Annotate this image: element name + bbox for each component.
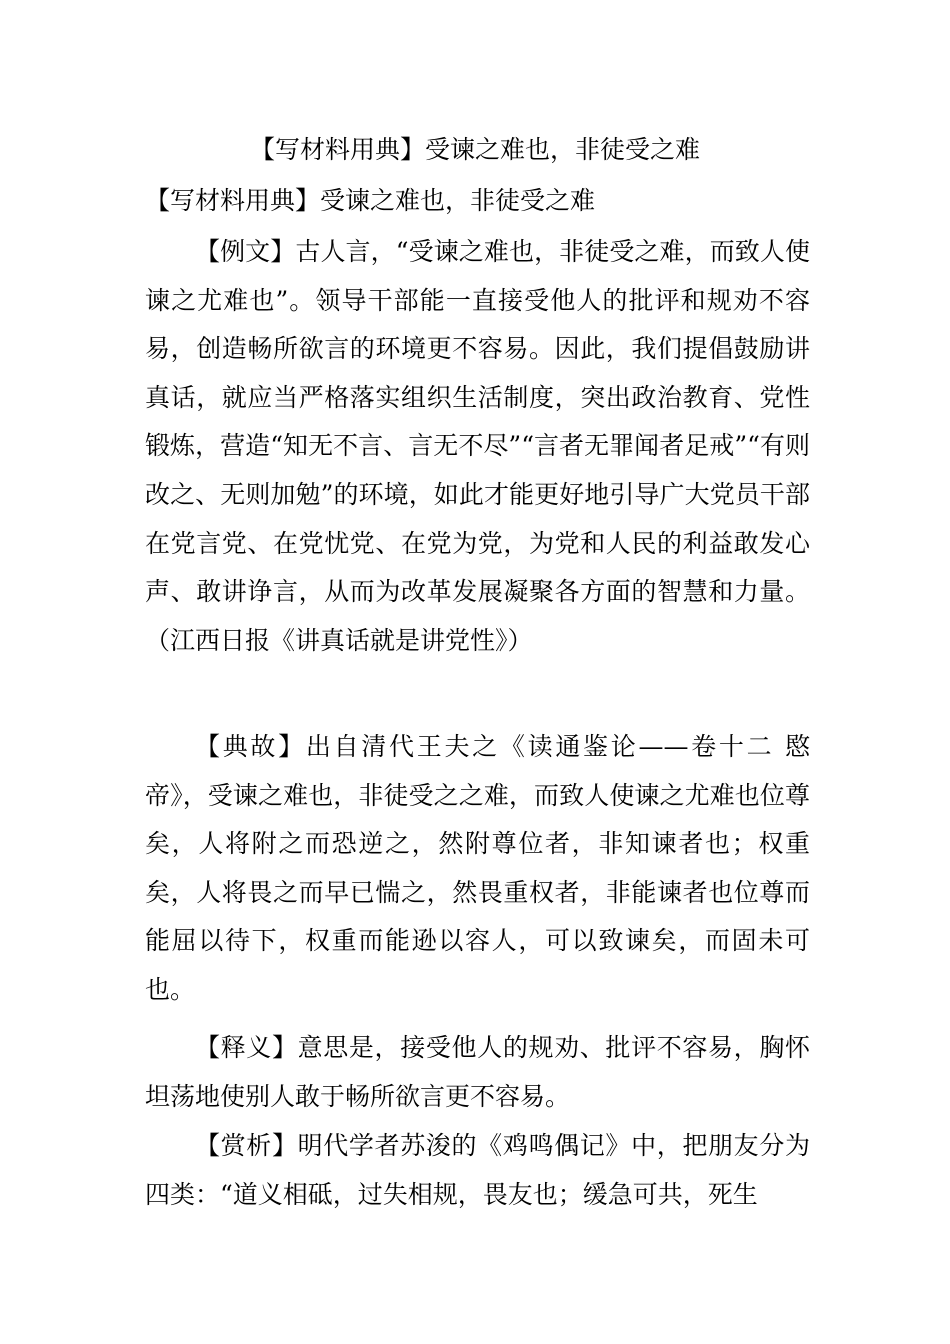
- paragraph-example: 【例文】古人言，“受谏之难也，非徒受之难，而致人使谏之尤难也”。领导干部能一直接受他人的批评和规劝不容易，创造畅所欲言的环境更不容易。因此，我们提倡鼓励讲真话，就应当严格落实组织生活制度，突出政治教育、党性锻炼，营造“知无不言、言无不尽”“言者无罪闻者足戒”“有则改之、无则加勉”的环境，如此才能更好地引导广大党员干部在党言党、在党忧党、在党为党，为党和人民的利益敢发心声、敢讲诤言，从而为改革发展凝聚各方面的智慧和力量。（江西日报《讲真话就是讲党性》）: [145, 237, 810, 655]
- paragraph-source: 【典故】出自清代王夫之《读通鉴论——卷十二 愍帝》，受谏之难也，非徒受之之难，而致人使谏之尤难也位尊矣，人将附之而恐逆之，然附尊位者，非知谏者也；权重矣，人将畏之而早已惴之，然畏重权者，非能谏者也位尊而能屈以待下，权重而能逊以容人，可以致谏矣，而固未可也。: [145, 732, 810, 1004]
- paragraph-analysis: 【赏析】明代学者苏浚的《鸡鸣偶记》中，把朋友分为四类：“道义相砥，过失相规，畏友也；缓急可共，死生: [145, 1131, 810, 1209]
- paragraph-meaning: 【释义】意思是，接受他人的规劝、批评不容易，胸怀坦荡地使别人敢于畅所欲言更不容易。: [145, 1033, 810, 1111]
- document-title: 【写材料用典】受谏之难也，非徒受之难: [249, 135, 700, 164]
- document-subtitle: 【写材料用典】受谏之难也，非徒受之难: [145, 186, 596, 215]
